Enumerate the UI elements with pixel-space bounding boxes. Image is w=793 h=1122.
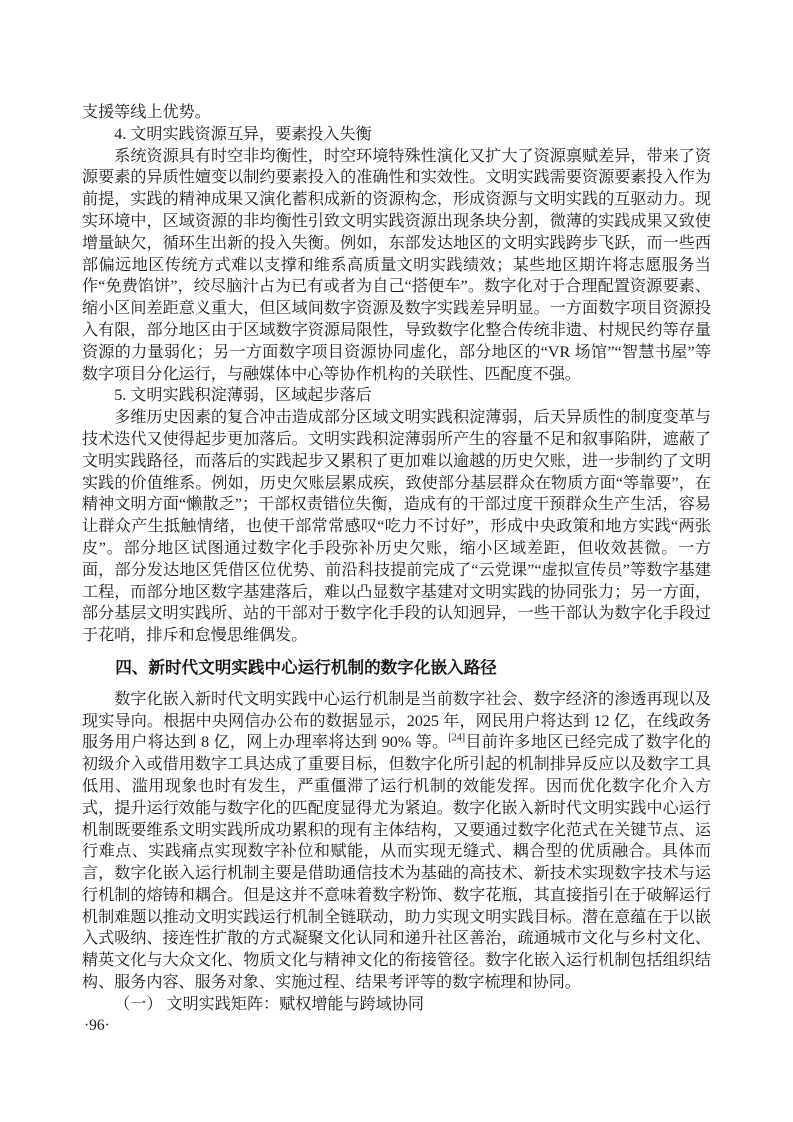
paragraph-continuation: 支援等线上优势。 [82,104,211,121]
numbered-item-4: 4. 文明实践资源互异，要素投入失衡 [114,125,372,143]
paragraph-digital-embedding [82,689,711,994]
page-number: ·96· [84,1017,110,1034]
paragraph-weak-accumulation: 多维历史因素的复合冲击造成部分区域文明实践积淀薄弱，后天异质性的制度变革与技术迭代又使得起步更加落后。文明实践积淀薄弱所产生的容量不足和叙事陷阱，遮蔽了文明实践路径，而落后的实践起步又累积了更加难以逾越的历史欠账，进一步制约了文明实践的价值维系。例如，历史欠账层累成疾，致使部分基层群众在物质方面“等靠要”，在精神文明方面“懒散乏”；干部权责错位失衡，造成有的干部过度干预群众生产生活，容易让群众产生抵触情绪，也使干部常常感叹“吃力不讨好”，形成中央政策和地方实践“两张皮”。部分地区试图通过数字化手段弥补历史欠账，缩小区域差距，但收效甚微。一方面，部分发达地区凭借区位优势、前沿科技提前完成了“云党课”“虚拟宣传员”等数字基建工程，而部分地区数字基建落后，难以凸显数字基建对文明实践的协同张力；另一方面，部分基层文明实践所、站的干部对于数字化手段的认知迥异，一些干部认为数字化手段过于花哨，排斥和怠慢思维偶发。 [82,409,711,645]
paragraph-text-after-footnote: 目前许多地区已经完成了数字化的初级介入或借用数字工具达成了重要目标，但数字化所引起的机制排异反应以及数字工具低用、滥用现象也时有发生，严重僵滞了运行机制的效能发挥。因而优化数字化介入方式，提升运行效能与数字化的匹配度显得尤为紧迫。数字化嵌入新时代文明实践中心运行机制既要维系文明实践所成功累积的现有主体结构，又要通过数字化范式在关键节点、运行难点、实践痛点实现数字补位和赋能，从而实现无缝式、耦合型的优质融合。具体而言，数字化嵌入运行机制主要是借助通信技术为基础的高技术、新技术实现数字技术与运行机制的熔铸和耦合。但是这并不意味着数字粉饰、数字花瓶，其直接指引在于破解运行机制难题以推动文明实践运行机制全链联动，助力实现文明实践目标。潜在意蕴在于以嵌入式吸纳、接连性扩散的方式凝聚文化认同和递升社区善治，疏通城市文化与乡村文化、精英文化与大众文化、物质文化与精神文化的衔接管径。数字化嵌入运行机制包括组织结构、服务内容、服务对象、实施过程、结果考评等的数字梳理和协同。 [82,734,712,992]
paragraph-text-before-footnote: 数字化嵌入新时代文明实践中心运行机制是当前数字社会、数字经济的渗透再现以及现实导向。根据中央网信办公布的数据显示，2025 年，网民用户将达到 12 亿，在线政务服务用户将达到 8 亿，网上办理率将达到 90% 等。 [82,690,711,752]
footnote-reference-24: [24] [448,732,466,744]
paragraph-resources-imbalance: 系统资源具有时空非均衡性，时空环境特殊性演化又扩大了资源禀赋差异，带来了资源要素的异质性嬗变以制约要素投入的准确性和实效性。文明实践需要资源要素投入作为前提，实践的精神成果又演化蓄积成新的资源构念，形成资源与文明实践的互驱动力。现实环境中，区域资源的非均衡性引致文明实践资源出现条块分割，微薄的实践成果又致使增量缺欠，循环生出新的投入失衡。例如，东部发达地区的文明实践跨步飞跃，而一些西部偏远地区传统方式难以支撑和维系高质量文明实践绩效；某些地区期许将志愿服务当作“免费馅饼”，绞尽脑汁占为已有或者为自己“搭便车”。数字化对于合理配置资源要素、缩小区间差距意义重大，但区域间数字资源及数字实践差异明显。一方面数字项目资源投入有限，部分地区由于区域数字资源局限性，导致数字化整合传统非遗、村规民约等存量资源的力量弱化；另一方面数字项目资源协同虚化，部分地区的“VR 场馆”“智慧书屋”等数字项目分化运行，与融媒体中心等协作机构的关联性、匹配度不强。 [82,147,711,383]
numbered-item-5: 5. 文明实践积淀薄弱，区域起步落后 [114,387,372,405]
subsection-heading-1: （一） 文明实践矩阵：赋权增能与跨域协同 [114,995,424,1013]
text-block [82,102,711,1016]
section-heading-4: 四、新时代文明实践中心运行机制的数字化嵌入路径 [115,657,497,677]
